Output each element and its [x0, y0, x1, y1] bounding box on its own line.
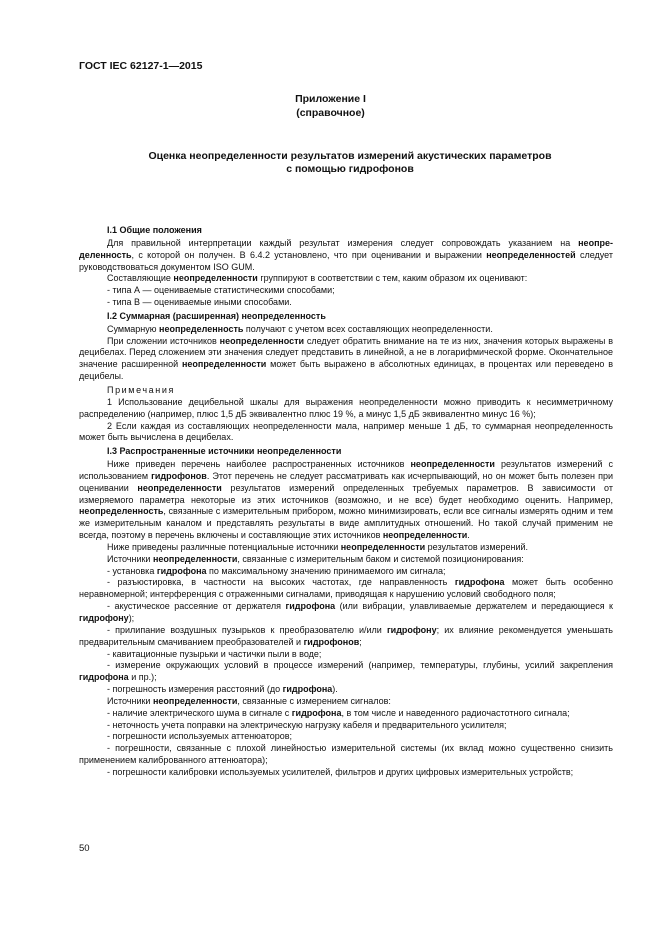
notes-heading: Примечания [107, 384, 175, 395]
annex-heading [0, 92, 661, 120]
list-item: - кавитационные пузырьки и частички пыли в воде; [107, 648, 322, 659]
paragraph: Составляющие неопределенности группируют в соответствии с тем, каким образом их оценивают: [107, 273, 528, 284]
list-item: - установка гидрофона по максимальному значению принимаемого им сигнала; [107, 565, 446, 576]
annex-title-line1: Оценка неопределенности результатов измерений акустических параметров [148, 150, 552, 162]
annex-label: Приложение I [295, 93, 366, 105]
paragraph: Ниже приведены различные потенциальные источники неопределенности результатов измерений. [107, 541, 529, 552]
list-item: - погрешности калибровки используемых усилителей, фильтров и других цифровых измерительных устройств; [107, 766, 574, 777]
section-heading: I.1 Общие положения [107, 225, 202, 235]
list-item: - типа В — оцениваемые иными способами. [107, 297, 292, 308]
paragraph: Ниже приведен перечень наиболее распространенных источников неопределенности результатов измерений с использованием гидрофонов. Этот перечень не следует рассматривать как исчерпывающий, но он может быть полезен при оценивании неопределенности результатов измерений определенных требуемых параметров. В зависимости от измеряемого параметра некоторые из этих источников (возможно, и не все) будет необходимо оценить. Например, неопределенность, связанные с измерительным прибором, можно минимизировать, если все сигналы измерять одним и тем же измерительным каналом и представлять результаты в виде амплитудных отношений. Но такой случай применим не всегда, поэтому в перечень включены и составляющие этих источников неопределенности. [79, 459, 613, 541]
section-heading: I.2 Суммарная (расширенная) неопределенность [107, 310, 326, 321]
list-item: - измерение окружающих условий в процессе измерений (например, температуры, глубины, усилий закрепления гидрофона и пр.); [79, 660, 613, 683]
list-item: - разъюстировка, в частности на высоких частотах, где направленность гидрофона может быть особенно неравномерной; интерференция с отраженными сигналами, приводящая к нарушению условий свободного поля; [79, 577, 614, 600]
section-heading: I.3 Распространенные источники неопределенности [107, 446, 342, 457]
annex-title [100, 150, 600, 176]
list-item: - наличие электрического шума в сигнале с гидрофона, в том числе и наведенного радиочастотного сигнала; [107, 707, 570, 718]
list-item: - неточность учета поправки на электрическую нагрузку кабеля и предварительного усилителя; [107, 719, 507, 730]
list-item: - акустическое рассеяние от держателя гидрофона (или вибрации, улавливаемые держателем и передающиеся к гидрофону); [79, 601, 613, 623]
list-item: - погрешность измерения расстояний (до гидрофона). [107, 684, 338, 695]
list-item: - погрешности используемых аттенюаторов; [107, 731, 293, 742]
list-item: - прилипание воздушных пузырьков к преобразователю и/или гидрофону; их влияние рекомендуется уменьшать предварительным смачиванием преобразователей и гидрофонов; [79, 624, 614, 647]
page-number: 50 [79, 843, 90, 854]
note: 1 Использование децибельной шкалы для выражения неопределенности можно приводить к несимметричному распределению (например, плюс 1,5 дБ эквивалентно плюс 19 %, а минус 1,5 дБ эквивалентно минус 16 %); [79, 396, 613, 419]
note: 2 Если каждая из составляющих неопределенности мала, например меньше 1 дБ, то суммарная неопределенность может быть вычислена в децибелах. [79, 420, 613, 443]
paragraph: Для правильной интерпретации каждый результат измерения следует сопровождать указанием на неопре-деленность, с которой он получен. В 6.4.2 установлено, что при оценивании и выражении неопределенностей следует руководствоваться документом ISO GUM. [79, 237, 613, 272]
list-item: - погрешности, связанные с плохой линейностью измерительной системы (их вклад можно существенно снизить применением калиброванного аттенюатора); [79, 743, 613, 766]
annex-title-line2: с помощью гидрофонов [286, 163, 414, 175]
annex-type: (справочное) [296, 107, 365, 119]
document-code: ГОСТ IEC 62127-1—2015 [79, 60, 203, 72]
paragraph: Источники неопределенности, связанные с измерением сигналов: [107, 695, 391, 706]
document-body [79, 223, 613, 779]
paragraph: Суммарную неопределенность получают с учетом всех составляющих неопределенности. [107, 323, 493, 334]
list-item: - типа А — оцениваемые статистическими способами; [107, 285, 335, 296]
paragraph: Источники неопределенности, связанные с измерительным баком и системой позиционирования: [107, 553, 524, 564]
paragraph: При сложении источников неопределенности следует обратить внимание на те из них, значения которых выражены в децибелах. Перед сложением эти значения следует представить в линейной, а не в логарифмической форме. Окончательное значение расширенной неопределенности может быть выражено в абсолютных единицах, в процентах или переведено в децибелы. [79, 335, 613, 382]
